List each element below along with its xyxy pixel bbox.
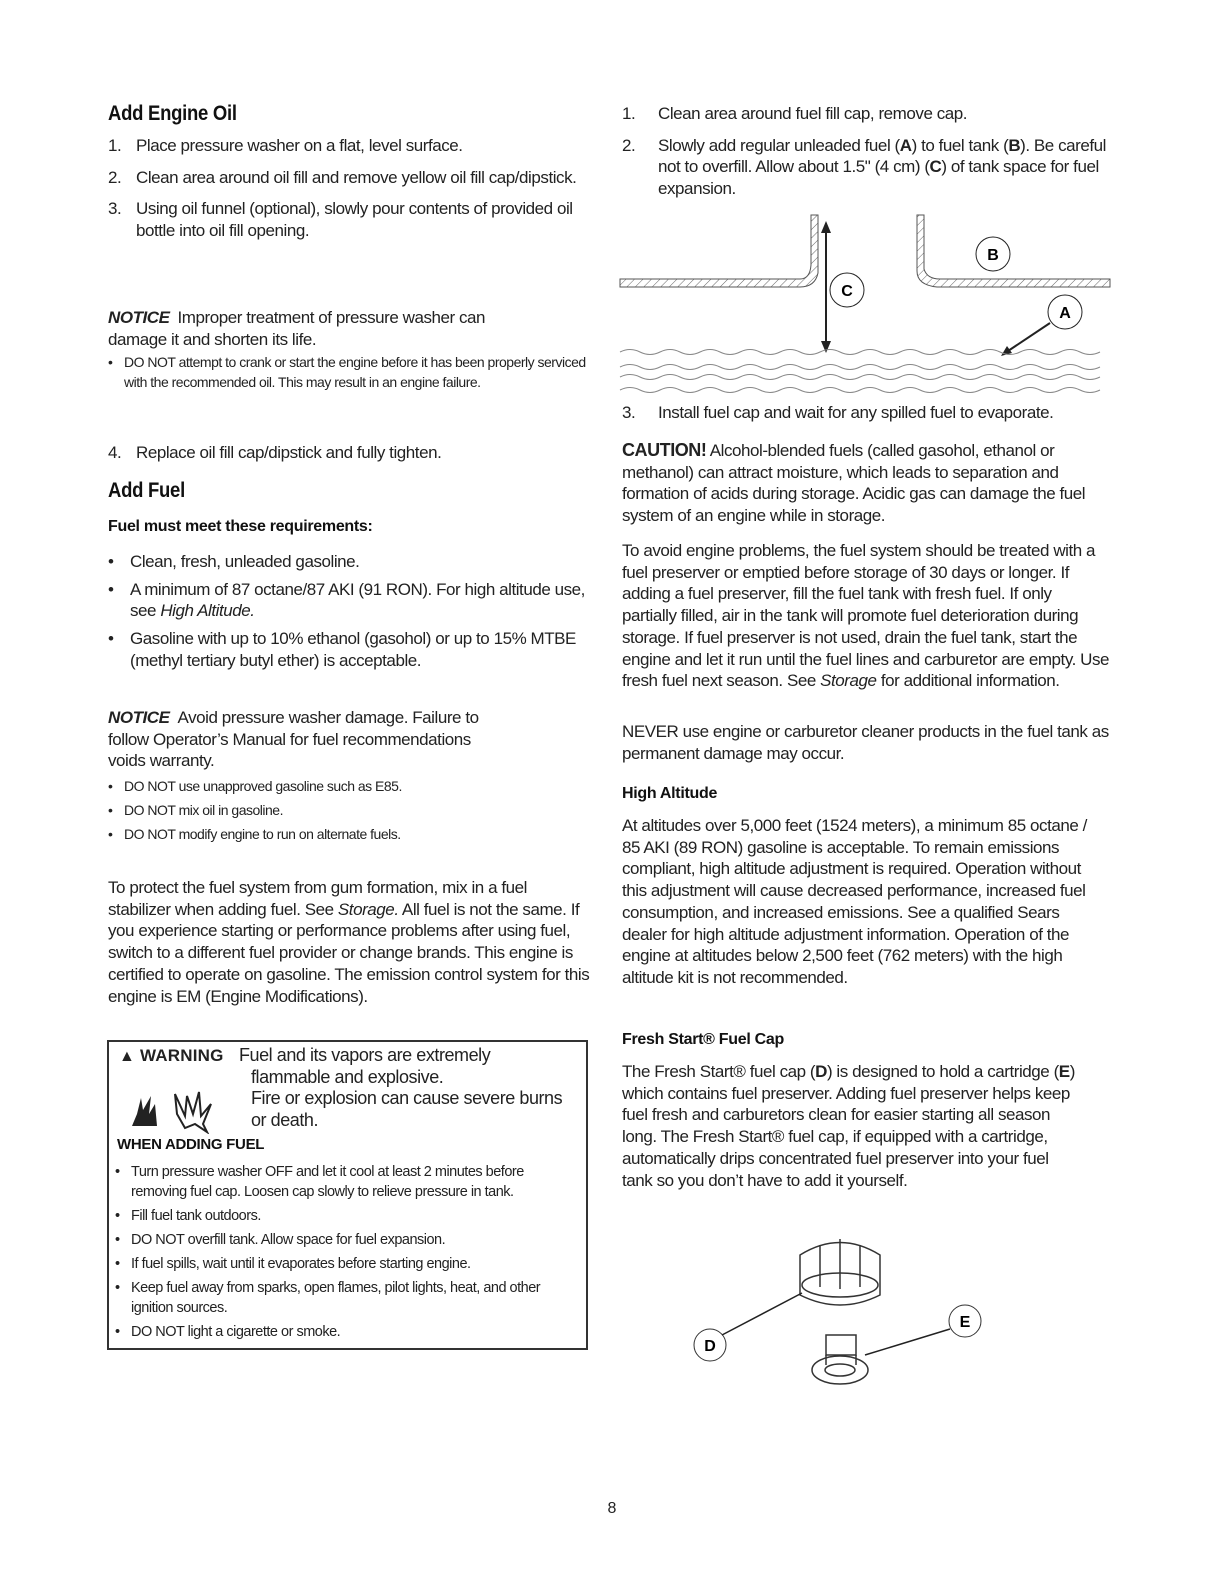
label-a: A [1059,305,1071,322]
step-text: Place pressure washer on a flat, level surface. [136,136,463,155]
engine-oil-notice [108,307,548,350]
fuel-notice [108,707,508,772]
warning-bullet: Fill fuel tank outdoors. [131,1208,261,1224]
warning-bullet: Turn pressure washer OFF and let it cool at least 2 minutes before removing fuel cap. Loosen cap slowly to relieve pressure in tank. [131,1164,524,1200]
page-number: 8 [607,1500,617,1517]
warning-label: WARNING [139,1046,224,1065]
label-c: C [841,283,853,300]
fuel-fill-steps: 1. Clean area around fuel fill cap, remove cap. 2. Slowly add regular unleaded fuel (A) to fuel tank (B). Be careful not to overfill. Allow about 1.5" (4 cm) (C) of tank space for fuel expansion. [622,103,1110,210]
requirement: A minimum of 87 octane/87 AKI (91 RON). For high altitude use, see [130,579,585,621]
high-altitude-paragraph: At altitudes over 5,000 feet (1524 meters), a minimum 85 octane / 85 AKI (89 RON) gasoline is acceptable. To remain emissions compliant, high altitude adjustment is required. Operation without this adjustment will cause decreased performance, increased fuel consumption, and increased emissions. See a qualified Sears dealer for high altitude adjustment information. Operation of the engine at altitudes below 2,500 feet (762 meters) with the high altitude kit is not recommended. [622,816,1087,987]
fire-icon [127,1084,247,1134]
notice-label: NOTICE [108,308,170,327]
para-text: To protect the fuel system from gum formation, mix in a fuel stabilizer when adding fuel. See [108,878,527,919]
label-b: B [987,247,999,264]
storage-paragraph: To avoid engine problems, the fuel system should be treated with a fuel preserver or emptied before storage of 30 days or longer. If adding a fuel preserver, fill the fuel tank with fresh fuel. If only partially filled, air in the tank will promote fuel deterioration during storage. If fuel preserver is not used, drain the fuel tank, start the engine and let it run until the fuel lines and carburetor are empty. Use fresh fuel next season. See Storage for additional information. [622,541,1110,691]
warning-lines [239,1045,589,1132]
para-text: All fuel is not the same. If you experience starting or performance problems after using fuel, switch to a different fuel provider or change brands. This engine is certified to operate on gasoline. The emission control system for this engine is EM (Engine Modifications). [108,899,590,1006]
warning-bullet: If fuel spills, wait until it evaporates before starting engine. [131,1256,471,1272]
fuel-tank-diagram [615,205,1115,400]
caution-label: CAUTION! [622,440,707,460]
caution-text: Alcohol-blended fuels (called gasohol, ethanol or methanol) can attract moisture, which leads to separation and formation of acids during storage. Acidic gas can damage the fuel system of an engine while in storage. [622,441,1086,526]
notice-bullet: DO NOT mix oil in gasoline. [124,802,283,818]
fuel-requirements-heading: Fuel must meet these requirements: [108,518,373,535]
warning-line: flammable and explosive. [251,1066,444,1087]
step-text: Replace oil fill cap/dipstick and fully tighten. [136,443,442,462]
explosion-icon [175,1092,211,1132]
engine-oil-notice-bullets: • DO NOT attempt to crank or start the engine before it has been properly serviced with the recommended oil. This may result in an engine failure. [108,352,590,396]
warning-bullet: DO NOT light a cigarette or smoke. [131,1324,341,1340]
add-engine-oil-heading: Add Engine Oil [108,102,237,125]
high-altitude-link: High Altitude. [160,601,255,621]
warning-line: or death. [251,1110,319,1131]
storage-link: Storage [820,671,877,691]
warning-subtitle: WHEN ADDING FUEL [117,1136,265,1153]
step-text: Using oil funnel (optional), slowly pour contents of provided oil bottle into oil fill opening. [136,199,573,241]
label-e: E [959,1314,971,1331]
fresh-start-paragraph: The Fresh Start® fuel cap (D) is designed to hold a cartridge (E) which contains fuel preserver. Adding fuel preserver helps keep fuel fresh and carburetors clean for easier starting all season long. The Fresh Start® fuel cap, if equipped with a cartridge, automatically drips concentrated fuel preserver into your fuel tank so you don’t have to add it yourself. [622,1062,1075,1190]
engine-oil-steps: 1. Place pressure washer on a flat, level surface. 2. Clean area around oil fill and remove yellow oil fill cap/dipstick. 3. Using oil funnel (optional), slowly pour contents of provided oil bottle into oil fill opening. [108,135,588,252]
fuel-notice-bullets: • DO NOT use unapproved gasoline such as E85. • DO NOT mix oil in gasoline. • DO NOT modify engine to run on alternate fuels. [108,778,402,842]
warning-bullet: Keep fuel away from sparks, open flames, pilot lights, heat, and other ignition sources. [131,1280,541,1316]
fuel-requirements-list: • Clean, fresh, unleaded gasoline. • A minimum of 87 octane/87 AKI (91 RON). For high altitude use, see High Altitude. • Gasoline with up to 10% ethanol (gasohol) or up to 15% MTBE (methyl tertiary butyl ether) is acceptable. [104,551,590,678]
notice-bullet: DO NOT use unapproved gasoline such as E85. [124,778,402,794]
warning-triangle-icon: ▲ [119,1048,136,1065]
never-paragraph: NEVER use engine or carburetor cleaner products in the fuel tank as permanent damage may occur. [622,722,1109,763]
warning-line: Fire or explosion can cause severe burns [251,1088,563,1109]
warning-line: Fuel and its vapors are extremely [239,1045,491,1065]
notice-text: Avoid pressure washer damage. Failure to follow Operator’s Manual for fuel recommendations voids warranty. [108,708,479,771]
notice-text: Improper treatment of pressure washer can damage it and shorten its life. [108,308,486,349]
fuel-fill-step-3: 3. Install fuel cap and wait for any spilled fuel to evaporate. [622,403,1054,422]
requirement: Clean, fresh, unleaded gasoline. [130,552,360,571]
engine-oil-step-4: 4. Replace oil fill cap/dipstick and fully tighten. [108,443,442,462]
warning-title [119,1046,224,1066]
add-fuel-heading: Add Fuel [108,479,185,502]
notice-bullet: DO NOT modify engine to run on alternate fuels. [124,826,401,842]
step-text: Clean area around oil fill and remove yellow oil fill cap/dipstick. [136,167,577,187]
fresh-start-cap-illustration [680,1225,1000,1405]
caution-paragraph [622,440,1110,527]
fresh-start-heading: Fresh Start® Fuel Cap [622,1031,784,1048]
fuel-paragraph [108,877,590,1007]
storage-link: Storage. [337,899,399,919]
warning-bullets: • Turn pressure washer OFF and let it cool at least 2 minutes before removing fuel cap. Loosen cap slowly to relieve pressure in tank. • Fill fuel tank outdoors. • DO NOT overfill tank. Allow space for fuel expansion. • If fuel spills, wait until it evaporates before starting engine. • Keep fuel away from sparks, open flames, pilot lights, heat, and other ignition sources. • DO NOT light a cigarette or smoke. [115,1162,581,1346]
step-text: Clean area around fuel fill cap, remove cap. [658,104,968,123]
warning-box [107,1040,588,1350]
step-text: Install fuel cap and wait for any spilled fuel to evaporate. [658,403,1054,422]
high-altitude-heading: High Altitude [622,785,718,802]
requirement: Gasoline with up to 10% ethanol (gasohol) or up to 15% MTBE (methyl tertiary butyl ether) is acceptable. [130,629,576,670]
label-d: D [704,1338,716,1355]
notice-bullet: DO NOT attempt to crank or start the engine before it has been properly serviced with the recommended oil. This may result in an engine failure. [124,354,586,390]
warning-bullet: DO NOT overfill tank. Allow space for fuel expansion. [131,1232,446,1248]
notice-label: NOTICE [108,708,170,727]
step-text: Slowly add regular unleaded fuel (A) to fuel tank (B). Be careful not to overfill. Allow about 1.5" (4 cm) (C) of tank space for fuel expansion. [658,135,1106,199]
